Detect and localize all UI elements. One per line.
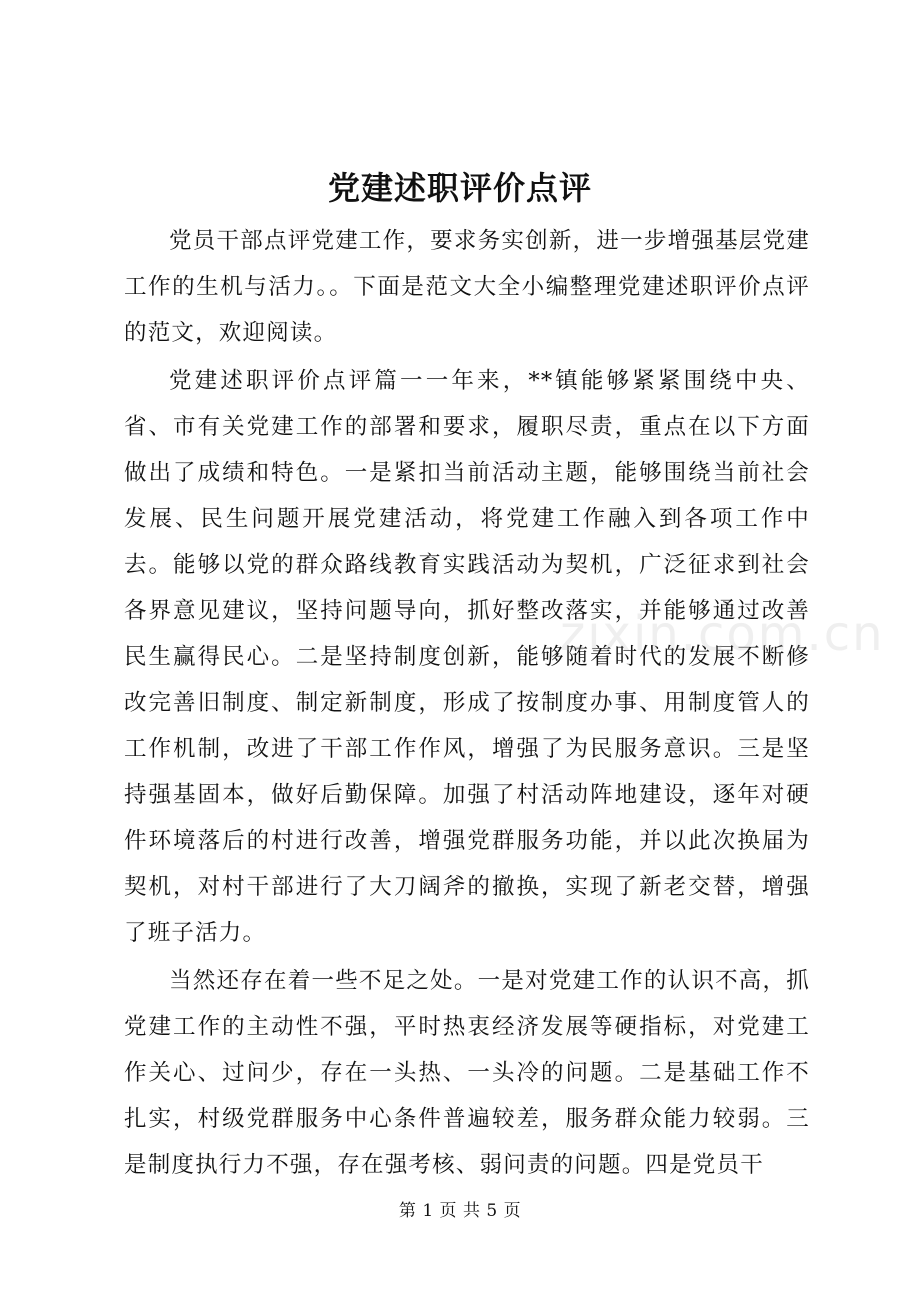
document-title: 党建述职评价点评 bbox=[327, 169, 592, 207]
shortcomings-paragraph: 当然还存在着一些不足之处。一是对党建工作的认识不高，抓党建工作的主动性不强，平时热衷经济发展等硬指标，对党建工作关心、过问少，存在一头热、一头冷的问题。二是基础工作不扎实，村级党群服务中心条件普遍较差，服务群众能力较弱。三是制度执行力不强，存在强考核、弱问责的问题。四是党员干 bbox=[124, 968, 810, 1178]
intro-paragraph: 党员干部点评党建工作，要求务实创新，进一步增强基层党建工作的生机与活力。。下面是范文大全小编整理党建述职评价点评的范文，欢迎阅读。 bbox=[124, 228, 810, 346]
watermark: zixin.com.cn bbox=[560, 606, 885, 662]
evaluation-paragraph: 党建述职评价点评篇一一年来，**镇能够紧紧围绕中央、省、市有关党建工作的部署和要求，履职尽责，重点在以下方面做出了成绩和特色。一是紧扣当前活动主题，能够围绕当前社会发展、民生问题开展党建活动，将党建工作融入到各项工作中去。能够以党的群众路线教育实践活动为契机，广泛征求到社会各界意见建议，坚持问题导向，抓好整改落实，并能够通过改善民生赢得民心。二是坚持制度创新，能够随着时代的发展不断修改完善旧制度、制定新制度，形成了按制度办事、用制度管人的工作机制，改进了干部工作作风，增强了为民服务意识。三是坚持强基固本，做好后勤保障。加强了村活动阵地建设，逐年对硬件环境落后的村进行改善，增强党群服务功能，并以此次换届为契机，对村干部进行了大刀阔斧的撤换，实现了新老交替，增强了班子活力。 bbox=[124, 368, 810, 946]
page-footer: 第 1 页 共 5 页 bbox=[398, 1201, 522, 1221]
document-body bbox=[124, 218, 810, 1190]
